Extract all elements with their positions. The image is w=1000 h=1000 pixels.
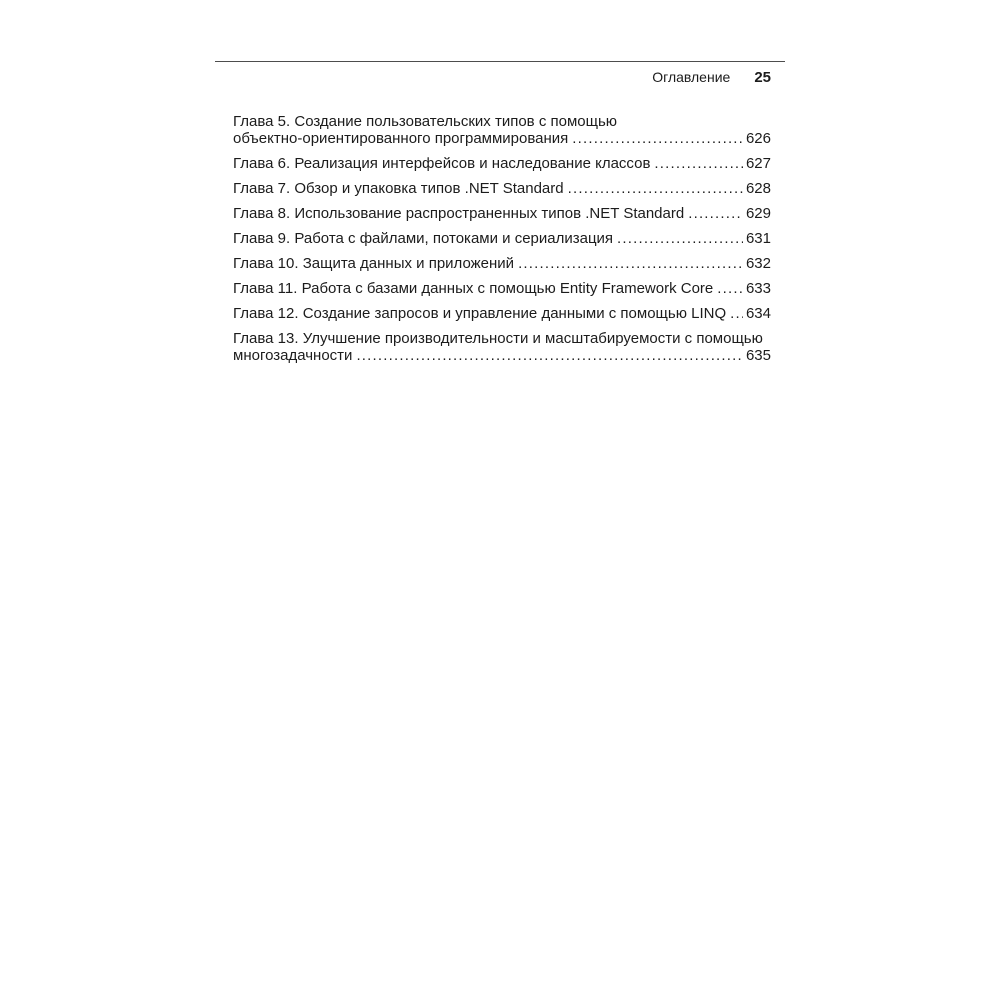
toc-entry-lastline	[233, 255, 771, 272]
toc-entry-lastline	[233, 155, 771, 172]
toc-entry-title: Глава 12. Создание запросов и управление данными с помощью LINQ	[233, 305, 727, 322]
dot-leader	[688, 205, 743, 222]
header-page-number: 25	[754, 69, 771, 86]
running-header	[215, 62, 785, 86]
toc-entry-title: Глава 9. Работа с файлами, потоками и сериализация	[233, 230, 614, 247]
toc-entry-page-number: 631	[745, 230, 771, 247]
toc-entry-page-number: 626	[745, 130, 771, 147]
dot-leader	[518, 255, 743, 272]
toc-entry	[233, 113, 771, 147]
toc-entry-title: Глава 7. Обзор и упаковка типов .NET Standard	[233, 180, 564, 197]
toc-entry	[233, 255, 771, 272]
dot-leader	[717, 280, 743, 297]
toc-entry-page-number: 627	[745, 155, 771, 172]
toc-entry-line: Глава 5. Создание пользовательских типов с помощью	[233, 113, 618, 130]
toc-entry-page-number: 633	[745, 280, 771, 297]
toc-entry	[233, 280, 771, 297]
toc-entry	[233, 155, 771, 172]
toc-entry-page-number: 628	[745, 180, 771, 197]
toc-entry	[233, 180, 771, 197]
toc-entry-title: Глава 8. Использование распространенных типов .NET Standard	[233, 205, 685, 222]
toc-entry-lastline	[233, 230, 771, 247]
toc-entry-lastline	[233, 180, 771, 197]
dot-leader	[356, 347, 743, 364]
toc-entry-page-number: 634	[745, 305, 771, 322]
toc-entry	[233, 205, 771, 222]
toc-entry-page-number: 629	[745, 205, 771, 222]
dot-leader	[617, 230, 743, 247]
toc-entry-lastline	[233, 205, 771, 222]
toc-entry-lastline	[233, 347, 771, 364]
book-page	[215, 61, 785, 372]
toc-entry-page-number: 635	[745, 347, 771, 364]
toc-list	[215, 113, 785, 364]
toc-entry	[233, 305, 771, 322]
toc-entry-lastline	[233, 280, 771, 297]
toc-entry-title: Глава 11. Работа с базами данных с помощью Entity Framework Core	[233, 280, 714, 297]
dot-leader	[730, 305, 743, 322]
toc-entry-page-number: 632	[745, 255, 771, 272]
toc-entry	[233, 330, 771, 364]
toc-entry-title: объектно-ориентированного программирования	[233, 130, 569, 147]
toc-entry-lastline	[233, 130, 771, 147]
toc-entry-title: Глава 6. Реализация интерфейсов и наследование классов	[233, 155, 651, 172]
toc-entry-line: Глава 13. Улучшение производительности и масштабируемости с помощью	[233, 330, 763, 347]
toc-entry-title: Глава 10. Защита данных и приложений	[233, 255, 515, 272]
dot-leader	[654, 155, 743, 172]
toc-entry-lastline	[233, 305, 771, 322]
dot-leader	[572, 130, 743, 147]
toc-entry	[233, 230, 771, 247]
toc-entry-title: многозадачности	[233, 347, 353, 364]
dot-leader	[568, 180, 743, 197]
header-title: Оглавление	[652, 69, 731, 85]
